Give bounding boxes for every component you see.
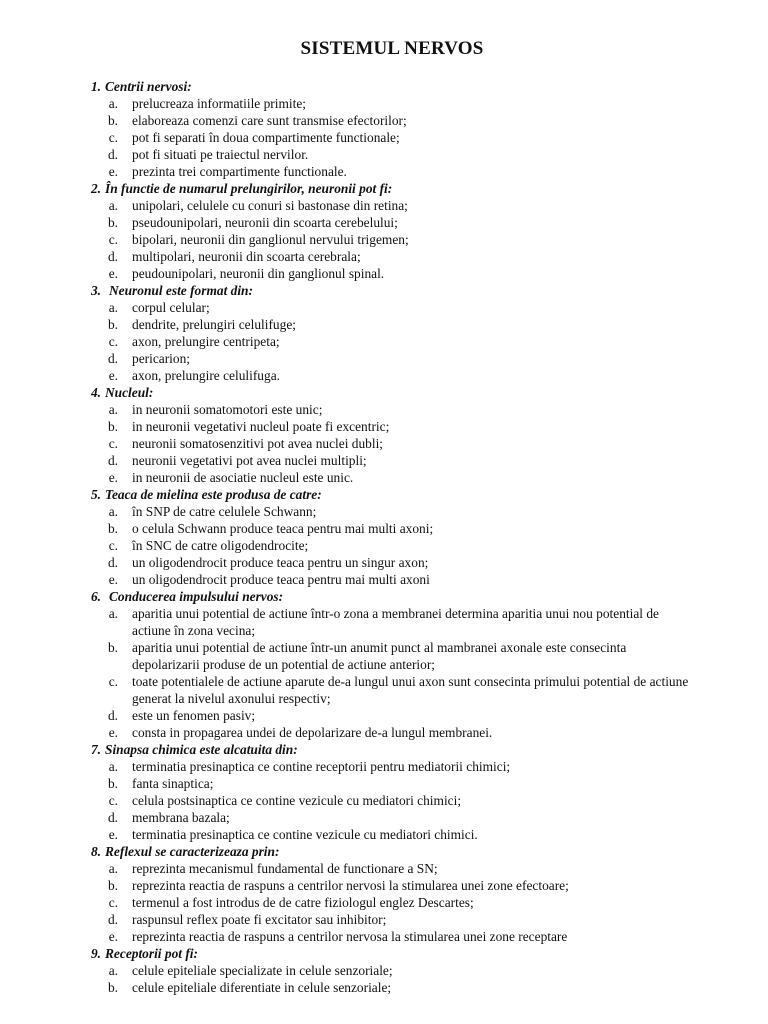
option-text: în SNP de catre celulele Schwann; <box>132 504 317 519</box>
question-item <box>0 180 768 282</box>
question-title: Nucleul: <box>105 385 154 400</box>
option-letter: a. <box>108 606 118 621</box>
option-letter: b. <box>107 980 118 995</box>
option-letter: b. <box>107 113 118 128</box>
option-text: în SNC de catre oligodendrocite; <box>132 538 309 553</box>
option-text: fanta sinaptica; <box>132 776 214 791</box>
answer-option <box>0 860 768 877</box>
answer-option <box>0 673 768 707</box>
option-text: pot fi situati pe traiectul nervilor. <box>132 147 309 162</box>
question-number: 5. <box>90 487 101 502</box>
question-heading <box>0 588 768 605</box>
question-heading <box>0 486 768 503</box>
answer-option <box>0 248 768 265</box>
question-item <box>0 78 768 180</box>
option-text: prezinta trei compartimente functionale. <box>132 164 347 179</box>
option-text: in neuronii vegetativi nucleul poate fi excentric; <box>132 419 390 434</box>
question-heading <box>0 741 768 758</box>
question-item <box>0 282 768 384</box>
option-letter: d. <box>107 810 118 825</box>
option-letter: e. <box>108 470 118 485</box>
question-title: Sinapsa chimica este alcatuita din: <box>105 742 298 757</box>
answer-option <box>0 299 768 316</box>
option-text: pot fi separati în doua compartimente functionale; <box>132 130 400 145</box>
option-text: este un fenomen pasiv; <box>132 708 256 723</box>
option-text: neuronii somatosenzitivi pot avea nuclei dubli; <box>132 436 384 451</box>
answer-option <box>0 758 768 775</box>
option-letter: d. <box>107 912 118 927</box>
question-item <box>0 486 768 588</box>
option-text: unipolari, celulele cu conuri si bastonase din retina; <box>132 198 408 213</box>
option-text: neuronii vegetativi pot avea nuclei multipli; <box>132 453 367 468</box>
option-letter: e. <box>108 368 118 383</box>
question-title: Receptorii pot fi: <box>105 946 198 961</box>
option-letter: a. <box>108 402 118 417</box>
answer-option <box>0 418 768 435</box>
option-text: prelucreaza informatiile primite; <box>132 96 306 111</box>
answer-option <box>0 979 768 996</box>
answer-option <box>0 911 768 928</box>
answer-option <box>0 520 768 537</box>
option-text: consta in propagarea undei de depolarizare de-a lungul membranei. <box>132 725 493 740</box>
answer-option <box>0 537 768 554</box>
option-letter: c. <box>108 538 118 553</box>
question-number: 7. <box>90 742 101 757</box>
option-letter: c. <box>108 674 118 689</box>
option-letter: e. <box>108 725 118 740</box>
question-heading <box>0 384 768 401</box>
answer-option <box>0 724 768 741</box>
option-letter: a. <box>108 198 118 213</box>
question-item <box>0 843 768 945</box>
option-letter: e. <box>108 164 118 179</box>
option-text: terminatia presinaptica ce contine vezicule cu mediatori chimici. <box>132 827 478 842</box>
answer-option <box>0 333 768 350</box>
option-text: termenul a fost introdus de de catre fiziologul englez Descartes; <box>132 895 474 910</box>
option-text: reprezinta reactia de raspuns a centrilor nervosi la stimularea unei zone efectoare; <box>132 878 569 893</box>
option-letter: b. <box>107 419 118 434</box>
question-number: 9. <box>90 946 101 961</box>
option-text: celula postsinaptica ce contine vezicule cu mediatori chimici; <box>132 793 462 808</box>
option-letter: a. <box>108 759 118 774</box>
page-title: SISTEMUL NERVOS <box>300 38 484 59</box>
option-text: aparitia unui potential de actiune într-o zona a membranei determina aparitia unui nou potential de actiune în zona vecina; <box>132 606 659 638</box>
answer-option <box>0 95 768 112</box>
option-text: reprezinta reactia de raspuns a centrilor nervosa la stimularea unei zone receptare <box>132 929 568 944</box>
option-text: in neuronii de asociatie nucleul este unic. <box>132 470 354 485</box>
answer-option <box>0 639 768 673</box>
answer-option <box>0 197 768 214</box>
answer-option <box>0 452 768 469</box>
answer-option <box>0 962 768 979</box>
question-number: 4. <box>90 385 101 400</box>
question-number: 6. <box>90 589 101 604</box>
answer-option <box>0 826 768 843</box>
option-text: celule epiteliale specializate in celule senzoriale; <box>132 963 393 978</box>
option-text: reprezinta mecanismul fundamental de functionare a SN; <box>132 861 438 876</box>
question-title: Conducerea impulsului nervos: <box>109 589 284 604</box>
option-letter: a. <box>108 504 118 519</box>
question-title: Reflexul se caracterizeaza prin: <box>105 844 280 859</box>
question-heading <box>0 180 768 197</box>
question-number: 8. <box>90 844 101 859</box>
option-letter: c. <box>108 130 118 145</box>
option-text: pseudounipolari, neuronii din scoarta cerebelului; <box>132 215 398 230</box>
question-heading <box>0 78 768 95</box>
option-text: in neuronii somatomotori este unic; <box>132 402 323 417</box>
answer-option <box>0 503 768 520</box>
option-text: aparitia unui potential de actiune într-un anumit punct al mambranei axonale este consecinta depolarizarii produse de un potential de actiune anterior; <box>132 640 627 672</box>
option-text: axon, prelungire centripeta; <box>132 334 280 349</box>
option-text: dendrite, prelungiri celulifuge; <box>132 317 296 332</box>
option-text: terminatia presinaptica ce contine receptorii pentru mediatorii chimici; <box>132 759 511 774</box>
option-letter: c. <box>108 793 118 808</box>
answer-option <box>0 401 768 418</box>
question-title: Centrii nervosi: <box>105 79 192 94</box>
answer-option <box>0 894 768 911</box>
option-text: bipolari, neuronii din ganglionul nervului trigemen; <box>132 232 409 247</box>
question-number: 3. <box>90 283 101 298</box>
answer-option <box>0 316 768 333</box>
option-letter: b. <box>107 878 118 893</box>
option-letter: e. <box>108 929 118 944</box>
option-text: celule epiteliale diferentiate in celule senzoriale; <box>132 980 392 995</box>
option-letter: a. <box>108 861 118 876</box>
question-number: 2. <box>90 181 101 196</box>
answer-option <box>0 146 768 163</box>
option-text: corpul celular; <box>132 300 210 315</box>
question-item <box>0 588 768 741</box>
option-letter: e. <box>108 827 118 842</box>
option-letter: d. <box>107 555 118 570</box>
option-letter: e. <box>108 572 118 587</box>
answer-option <box>0 367 768 384</box>
answer-option <box>0 163 768 180</box>
option-letter: a. <box>108 96 118 111</box>
question-heading <box>0 945 768 962</box>
option-text: un oligodendrocit produce teaca pentru un singur axon; <box>132 555 429 570</box>
answer-option <box>0 265 768 282</box>
option-letter: b. <box>107 317 118 332</box>
option-letter: c. <box>108 334 118 349</box>
option-letter: d. <box>107 708 118 723</box>
option-letter: d. <box>107 351 118 366</box>
option-letter: c. <box>108 436 118 451</box>
answer-option <box>0 435 768 452</box>
answer-option <box>0 877 768 894</box>
question-title: În functie de numarul prelungirilor, neuronii pot fi: <box>105 181 393 196</box>
question-title: Neuronul este format din: <box>109 283 253 298</box>
option-text: axon, prelungire celulifuga. <box>132 368 280 383</box>
option-text: un oligodendrocit produce teaca pentru mai multi axoni <box>132 572 430 587</box>
answer-option <box>0 792 768 809</box>
answer-option <box>0 707 768 724</box>
question-list <box>0 78 768 996</box>
option-text: elaboreaza comenzi care sunt transmise efectorilor; <box>132 113 407 128</box>
option-letter: b. <box>107 776 118 791</box>
option-text: o celula Schwann produce teaca pentru mai multi axoni; <box>132 521 434 536</box>
option-letter: d. <box>107 147 118 162</box>
answer-option <box>0 605 768 639</box>
question-heading <box>0 843 768 860</box>
option-letter: c. <box>108 232 118 247</box>
question-heading <box>0 282 768 299</box>
option-letter: e. <box>108 266 118 281</box>
option-text: peudounipolari, neuronii din ganglionul spinal. <box>132 266 385 281</box>
answer-option <box>0 129 768 146</box>
option-text: raspunsul reflex poate fi excitator sau inhibitor; <box>132 912 387 927</box>
option-text: multipolari, neuronii din scoarta cerebrala; <box>132 249 361 264</box>
question-number: 1. <box>90 79 101 94</box>
question-title: Teaca de mielina este produsa de catre: <box>105 487 322 502</box>
option-letter: b. <box>107 521 118 536</box>
answer-option <box>0 928 768 945</box>
option-letter: c. <box>108 895 118 910</box>
answer-option <box>0 469 768 486</box>
answer-option <box>0 231 768 248</box>
answer-option <box>0 214 768 231</box>
option-text: pericarion; <box>132 351 190 366</box>
answer-option <box>0 571 768 588</box>
option-letter: a. <box>108 963 118 978</box>
option-letter: b. <box>107 640 118 655</box>
question-item <box>0 741 768 843</box>
option-text: membrana bazala; <box>132 810 230 825</box>
answer-option <box>0 809 768 826</box>
option-letter: d. <box>107 249 118 264</box>
option-letter: a. <box>108 300 118 315</box>
option-letter: d. <box>107 453 118 468</box>
answer-option <box>0 775 768 792</box>
option-text: toate potentialele de actiune aparute de-a lungul unui axon sunt consecinta primului potential de actiune generat la nivelul axonului respectiv; <box>132 674 689 706</box>
answer-option <box>0 350 768 367</box>
question-item <box>0 384 768 486</box>
answer-option <box>0 554 768 571</box>
question-item <box>0 945 768 996</box>
option-letter: b. <box>107 215 118 230</box>
answer-option <box>0 112 768 129</box>
